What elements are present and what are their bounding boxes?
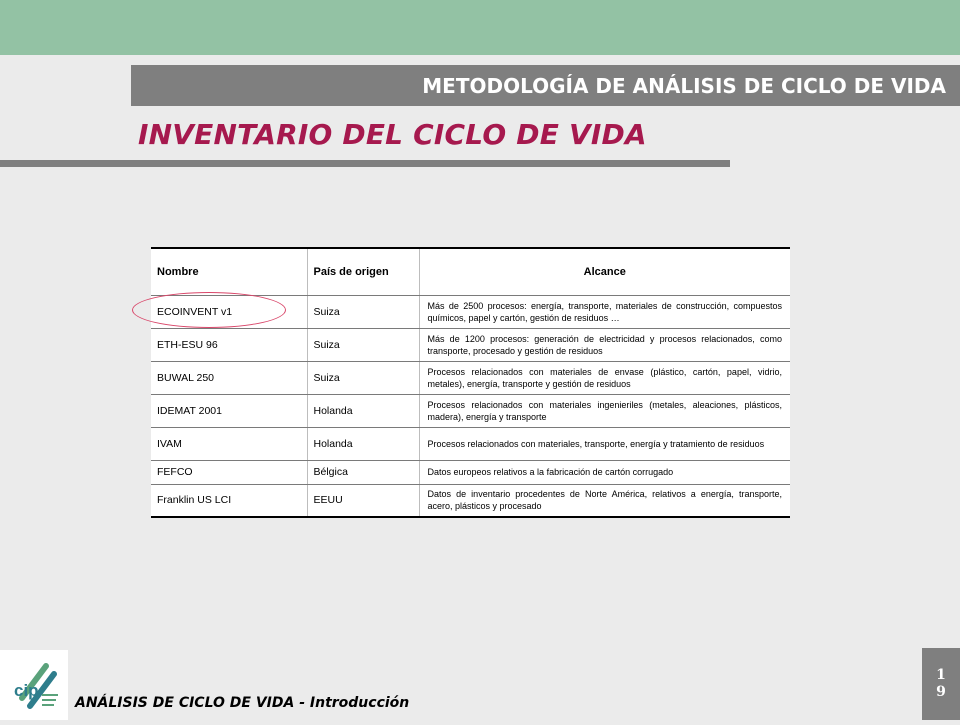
cip-logo-icon	[0, 650, 68, 720]
page-digit-1: 1	[936, 667, 946, 683]
row-country: Suiza	[307, 295, 419, 328]
header-alcance: Alcance	[419, 248, 790, 295]
table-row	[151, 361, 790, 394]
row-name: IVAM	[151, 427, 307, 460]
row-scope: Procesos relacionados con materiales ingenieriles (metales, aleaciones, plásticos, madera), energía y transporte	[419, 394, 790, 427]
page-number	[922, 648, 960, 720]
table-row	[151, 394, 790, 427]
row-country: Suiza	[307, 328, 419, 361]
row-name: BUWAL 250	[151, 361, 307, 394]
row-scope: Más de 2500 procesos: energía, transporte, materiales de construcción, compuestos químicos, papel y cartón, gestión de residuos …	[419, 295, 790, 328]
row-name: Franklin US LCI	[151, 484, 307, 517]
row-country: Suiza	[307, 361, 419, 394]
table-row	[151, 484, 790, 517]
table-row	[151, 328, 790, 361]
row-name: FEFCO	[151, 460, 307, 484]
row-country: EEUU	[307, 484, 419, 517]
row-scope: Más de 1200 procesos: generación de electricidad y procesos relacionados, como transporte, procesado y gestión de residuos	[419, 328, 790, 361]
section-header-bar	[131, 65, 960, 106]
row-name: ETH-ESU 96	[151, 328, 307, 361]
row-country: Holanda	[307, 427, 419, 460]
header-nombre: Nombre	[151, 248, 307, 295]
row-scope: Procesos relacionados con materiales de envase (plástico, cartón, papel, vidrio, metales), energía, transporte y gestión de residuos	[419, 361, 790, 394]
table-row	[151, 460, 790, 484]
table-header-row	[151, 248, 790, 295]
row-scope: Datos de inventario procedentes de Norte América, relativos a energía, transporte, acero, plásticos y procesado	[419, 484, 790, 517]
logo-text: cip	[14, 681, 39, 700]
cip-logo	[0, 650, 68, 720]
footer-text: ANÁLISIS DE CICLO DE VIDA - Introducción	[75, 695, 410, 711]
row-scope: Procesos relacionados con materiales, transporte, energía y tratamiento de residuos	[419, 427, 790, 460]
header-pais: País de origen	[307, 248, 419, 295]
row-country: Bélgica	[307, 460, 419, 484]
section-title: METODOLOGÍA DE ANÁLISIS DE CICLO DE VIDA	[422, 73, 946, 98]
highlight-ellipse	[132, 292, 286, 328]
title-underline	[0, 160, 730, 167]
top-band	[0, 0, 960, 55]
row-name: ECOINVENT v1	[151, 295, 307, 328]
page-digit-2: 9	[936, 684, 946, 700]
inventory-table	[151, 247, 790, 518]
table-row	[151, 427, 790, 460]
row-name: IDEMAT 2001	[151, 394, 307, 427]
row-scope: Datos europeos relativos a la fabricación de cartón corrugado	[419, 460, 790, 484]
row-country: Holanda	[307, 394, 419, 427]
slide-title: INVENTARIO DEL CICLO DE VIDA	[138, 118, 647, 151]
